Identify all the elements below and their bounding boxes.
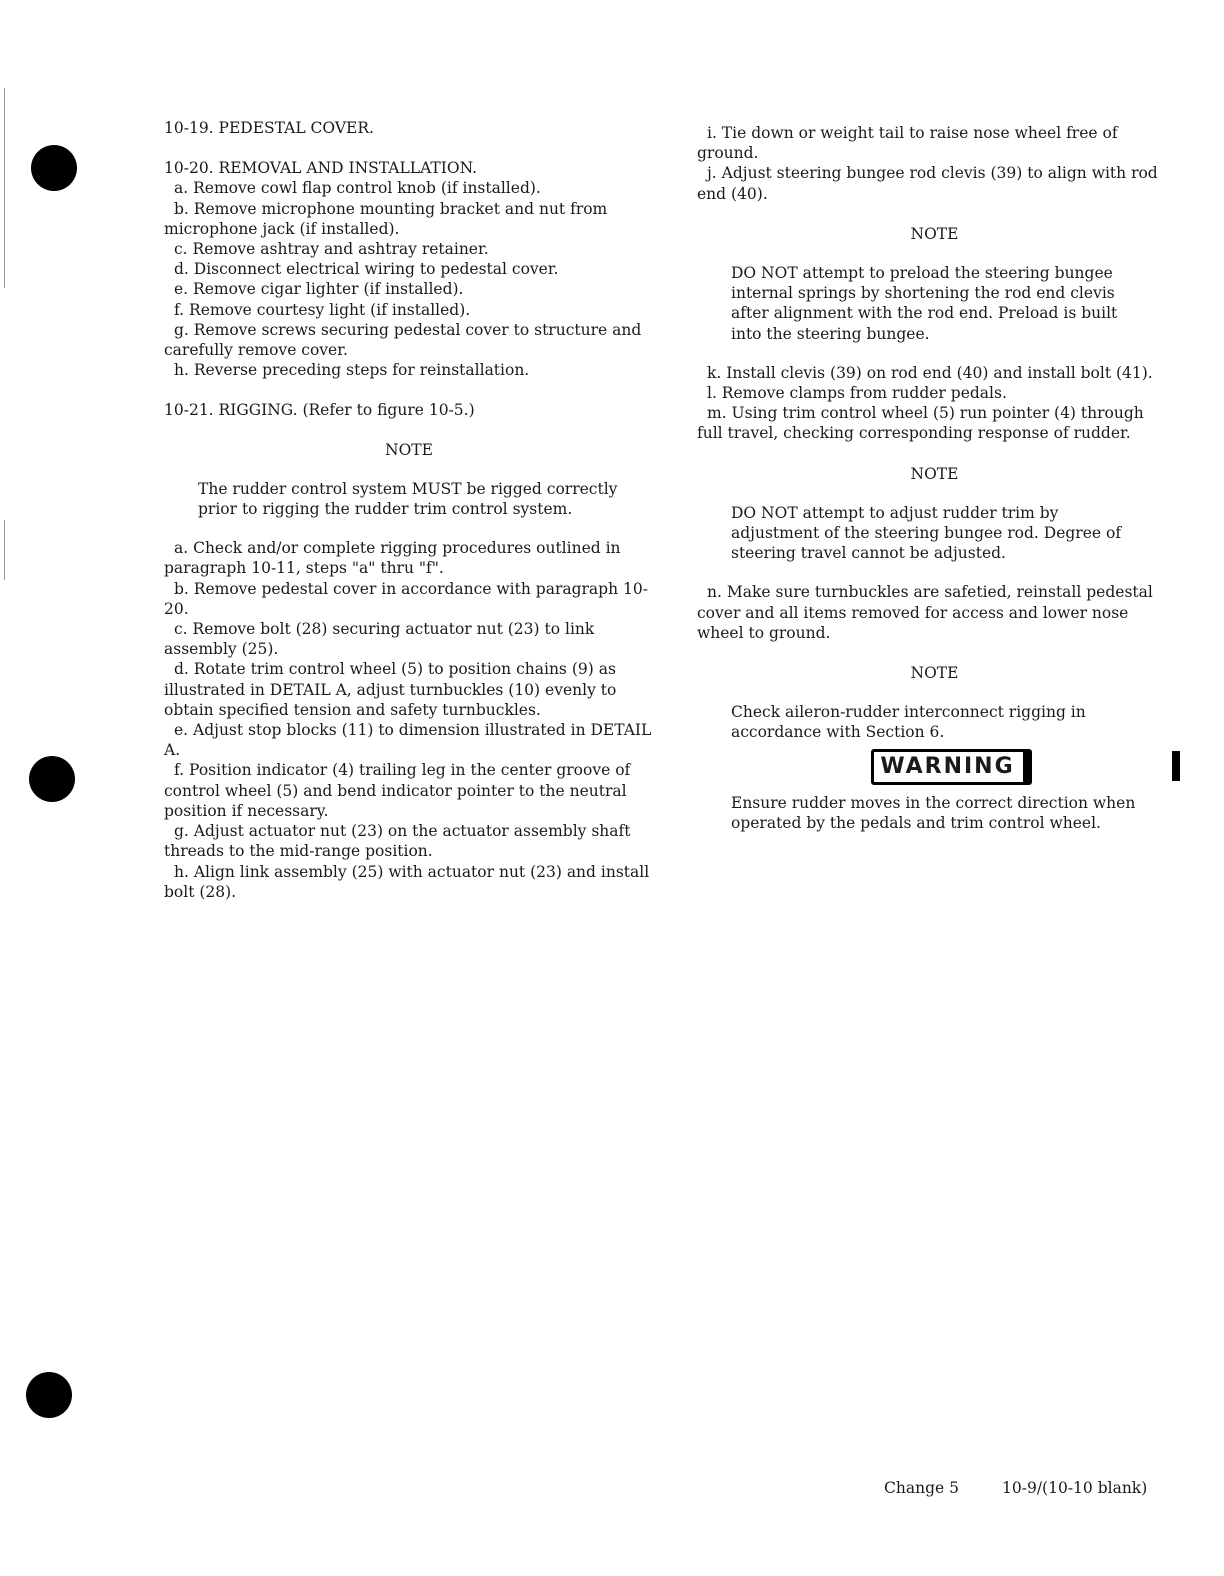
page-edge-line [4, 520, 5, 580]
warning-badge: WARNING [871, 749, 1031, 785]
note-title: NOTE [910, 664, 959, 683]
note-body: Check aileron-rudder interconnect rigging in accordance with Section 6. [731, 703, 1086, 742]
rigging-step: d. Rotate trim control wheel (5) to position chains (9) as illustrated in DETAIL A, adjust turnbuckles (10) evenly to obtain specified tension and safety turnbuckles. [164, 660, 617, 719]
note-body: The rudder control system MUST be rigged correctly prior to rigging the rudder trim control system. [198, 479, 618, 519]
removal-step: a. Remove cowl flap control knob (if installed). [174, 179, 541, 198]
section-heading-10-20: 10-20. REMOVAL AND INSTALLATION. [164, 159, 478, 178]
warning-container [697, 749, 1172, 785]
removal-step: g. Remove screws securing pedestal cover to structure and carefully remove cover. [164, 320, 642, 360]
left-column [164, 118, 654, 902]
rigging-step: h. Align link assembly (25) with actuator nut (23) and install bolt (28). [164, 862, 650, 901]
binder-hole [29, 756, 75, 802]
removal-step: b. Remove microphone mounting bracket and nut from microphone jack (if installed). [164, 199, 608, 238]
rigging-step: a. Check and/or complete rigging procedures outlined in paragraph 10-11, steps "a" thru "f". [164, 539, 621, 578]
rigging-step: i. Tie down or weight tail to raise nose wheel free of ground. [697, 124, 1118, 163]
rigging-step: k. Install clevis (39) on rod end (40) and install bolt (41). [707, 363, 1153, 382]
page-edge-line [4, 88, 5, 288]
removal-step: f. Remove courtesy light (if installed). [174, 300, 471, 319]
change-number: Change 5 [884, 1479, 959, 1497]
right-column [697, 123, 1172, 833]
rigging-step: m. Using trim control wheel (5) run pointer (4) through full travel, checking corresponding response of rudder. [697, 404, 1144, 443]
rigging-step: j. Adjust steering bungee rod clevis (39) to align with rod end (40). [697, 164, 1158, 203]
rigging-step: c. Remove bolt (28) securing actuator nut (23) to link assembly (25). [164, 620, 595, 659]
binder-hole [31, 145, 77, 191]
rigging-step: g. Adjust actuator nut (23) on the actuator assembly shaft threads to the mid-range position. [164, 822, 631, 861]
rigging-step: l. Remove clamps from rudder pedals. [707, 384, 1007, 403]
note-body: DO NOT attempt to preload the steering bungee internal springs by shortening the rod end clevis after alignment with the rod end. Preload is built into the steering bungee. [731, 264, 1118, 343]
page-number: 10-9/(10-10 blank) [1002, 1479, 1148, 1497]
section-heading-10-21: 10-21. RIGGING. (Refer to figure 10-5.) [164, 401, 475, 420]
note-body: DO NOT attempt to adjust rudder trim by adjustment of the steering bungee rod. Degree of steering travel cannot be adjusted. [731, 503, 1122, 563]
change-bar [1172, 751, 1180, 781]
removal-step: e. Remove cigar lighter (if installed). [174, 280, 464, 299]
rigging-step: b. Remove pedestal cover in accordance with paragraph 10-20. [164, 579, 648, 618]
removal-step: c. Remove ashtray and ashtray retainer. [174, 240, 489, 259]
removal-step: d. Disconnect electrical wiring to pedestal cover. [174, 260, 559, 279]
binder-hole [26, 1372, 72, 1418]
rigging-step: e. Adjust stop blocks (11) to dimension illustrated in DETAIL A. [164, 721, 652, 760]
section-heading-10-19: 10-19. PEDESTAL COVER. [164, 119, 374, 137]
note-title: NOTE [910, 224, 959, 243]
rigging-step: f. Position indicator (4) trailing leg in the center groove of control wheel (5) and bend indicator pointer to the neutral position if necessary. [164, 761, 631, 820]
note-title: NOTE [385, 440, 433, 459]
note-title: NOTE [910, 464, 959, 483]
removal-step: h. Reverse preceding steps for reinstallation. [174, 361, 530, 380]
rigging-step: n. Make sure turnbuckles are safetied, reinstall pedestal cover and all items removed for access and lower nose wheel to ground. [697, 583, 1153, 642]
warning-body: Ensure rudder moves in the correct direction when operated by the pedals and trim control wheel. [731, 793, 1136, 832]
